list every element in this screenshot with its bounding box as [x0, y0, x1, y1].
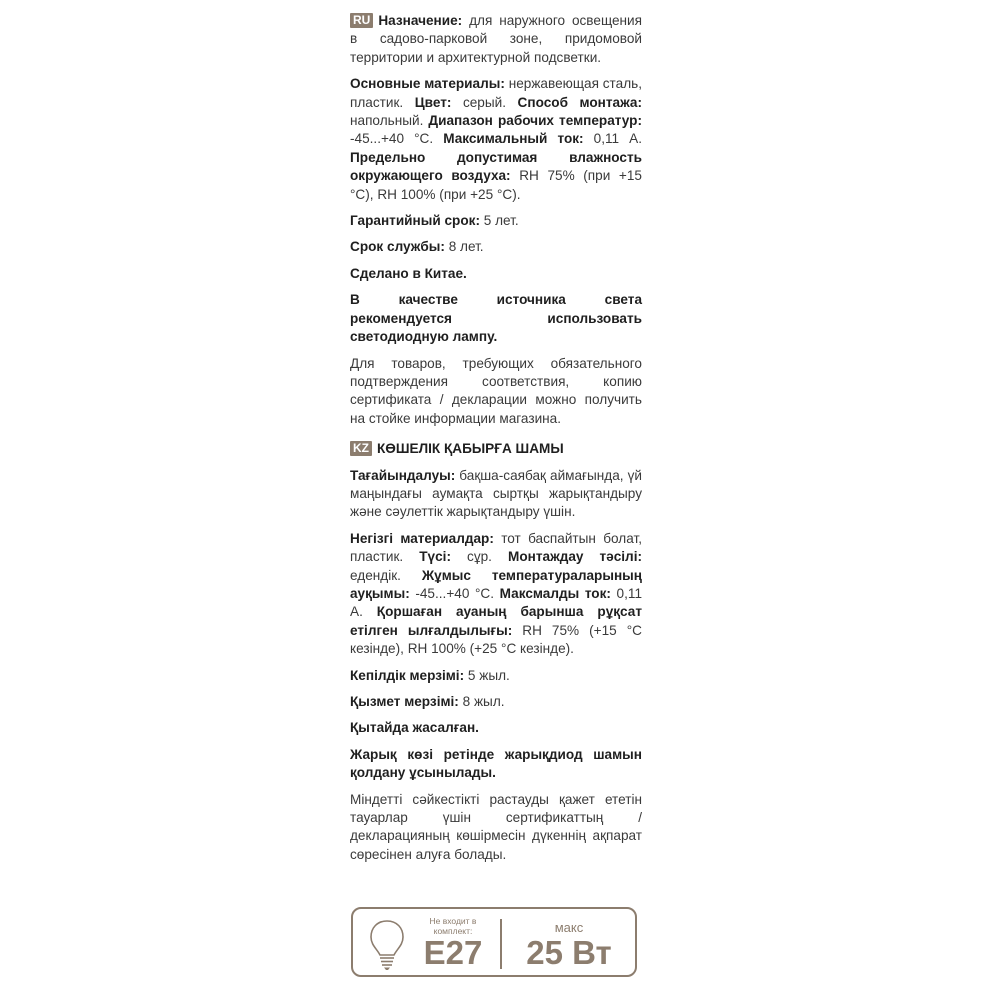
kz-materials-label: Негізгі материалдар:: [350, 530, 494, 546]
kz-warranty-text: 5 жыл.: [464, 667, 510, 683]
ru-life-text: 8 лет.: [444, 239, 484, 255]
lamp-info-box: [351, 907, 637, 977]
kz-humidity-text: RH 75% (+15 °С кезінде), RH 100% (+25 °С кезінде).: [350, 622, 642, 657]
kz-mount-text: едендік.: [350, 567, 422, 583]
kz-specs: [350, 530, 642, 659]
ru-certificate-note: Для товаров, требующих обязательного подтверждения соответствия, копию сертификата / декларации можно получить на стойке информации магазина.: [350, 355, 642, 426]
kz-warranty-label: Кепілдік мерзімі:: [350, 667, 465, 683]
max-power: 25 Вт: [526, 934, 612, 971]
ru-made-in: Сделано в Китае.: [350, 265, 467, 281]
ru-recommendation: В качестве источника света рекомендуется использовать светодиодную лампу.: [350, 292, 642, 345]
ru-language-badge: RU: [350, 13, 373, 28]
light-bulb-icon: [369, 919, 405, 976]
ru-warranty-text: 5 лет.: [479, 213, 519, 229]
kz-service-life: [350, 693, 642, 711]
kz-current-text: 0,11 А.: [350, 585, 642, 620]
kz-humidity-label: Қоршаған ауаның барынша рұқсат етілген ылғалдылығы:: [350, 604, 642, 638]
ru-color-text: серый.: [451, 94, 518, 110]
kz-purpose-label: Тағайындалуы:: [350, 467, 456, 483]
ru-mount-label: Способ монтажа:: [517, 94, 642, 110]
max-label: макс: [554, 920, 584, 935]
ru-life-label: Срок службы:: [350, 239, 445, 255]
ru-humidity-label: Предельно допустимая влажность окружающего воздуха:: [350, 149, 642, 184]
ru-warranty-label: Гарантийный срок:: [350, 213, 480, 229]
kz-heading: [350, 440, 642, 458]
ru-color-label: Цвет:: [414, 94, 452, 110]
kz-certificate-note: Міндетті сәйкестікті растауды қажет ететін тауарлар үшін сертификаттың / декларацияның көшірмесін дүкеннің ақпарат сөресінен алуға болады.: [350, 791, 642, 862]
ru-service-life: [350, 238, 642, 256]
kz-color-text: сұр.: [450, 549, 509, 565]
ru-humidity-text: RH 75% (при +15 °С), RH 100% (при +25 °С).: [350, 168, 642, 202]
kz-materials-text: тот баспайтын болат, пластик.: [350, 530, 642, 565]
ru-materials-text: нержавеющая сталь, пластик.: [350, 76, 642, 110]
kz-language-badge: KZ: [350, 441, 372, 456]
socket-type: E27: [423, 934, 483, 971]
ru-temp-label: Диапазон рабочих температур:: [428, 113, 642, 129]
ru-temp-text: -45...+40 °С.: [350, 131, 444, 147]
kz-purpose: [350, 467, 642, 522]
kz-made-in: Қытайда жасалған.: [350, 720, 479, 736]
kz-temp-text: -45...+40 °С.: [409, 585, 500, 601]
not-included-label: Не входит в комплект:: [429, 916, 477, 936]
ru-purpose: [350, 12, 642, 67]
divider: [500, 919, 502, 969]
kz-purpose-text: бақша-саябақ аймағында, үй маңындағы аумақта сыртқы жарықтандыру және сәулеттік жарықтандыру үшін.: [350, 467, 642, 520]
kz-warranty: [350, 667, 642, 685]
kz-recommendation: Жарық көзі ретінде жарықдиод шамын қолдану ұсынылады.: [350, 746, 642, 781]
kz-life-text: 8 жыл.: [458, 694, 505, 709]
ru-purpose-text: для наружного освещения в садово-парковой зоне, придомовой территории и архитектурной подсветки.: [350, 13, 642, 65]
kz-mount-label: Монтаждау тәсілі:: [508, 549, 642, 565]
kz-color-label: Түсі:: [419, 549, 451, 565]
ru-purpose-label: Назначение:: [378, 13, 463, 28]
ru-specs: [350, 75, 642, 204]
ru-current-label: Максимальный ток:: [443, 131, 584, 147]
text-column: [350, 12, 642, 872]
ru-warranty: [350, 212, 642, 230]
kz-temp-label: Жұмыс температураларының ауқымы:: [350, 567, 642, 601]
kz-life-label: Қызмет мерзімі:: [350, 694, 459, 709]
ru-current-text: 0,11 А.: [583, 131, 642, 147]
ru-mount-text: напольный.: [350, 113, 429, 129]
kz-title: КӨШЕЛІК ҚАБЫРҒА ШАМЫ: [377, 441, 564, 457]
kz-current-label: Максмалды ток:: [499, 585, 611, 601]
ru-materials-label: Основные материалы:: [350, 76, 505, 92]
